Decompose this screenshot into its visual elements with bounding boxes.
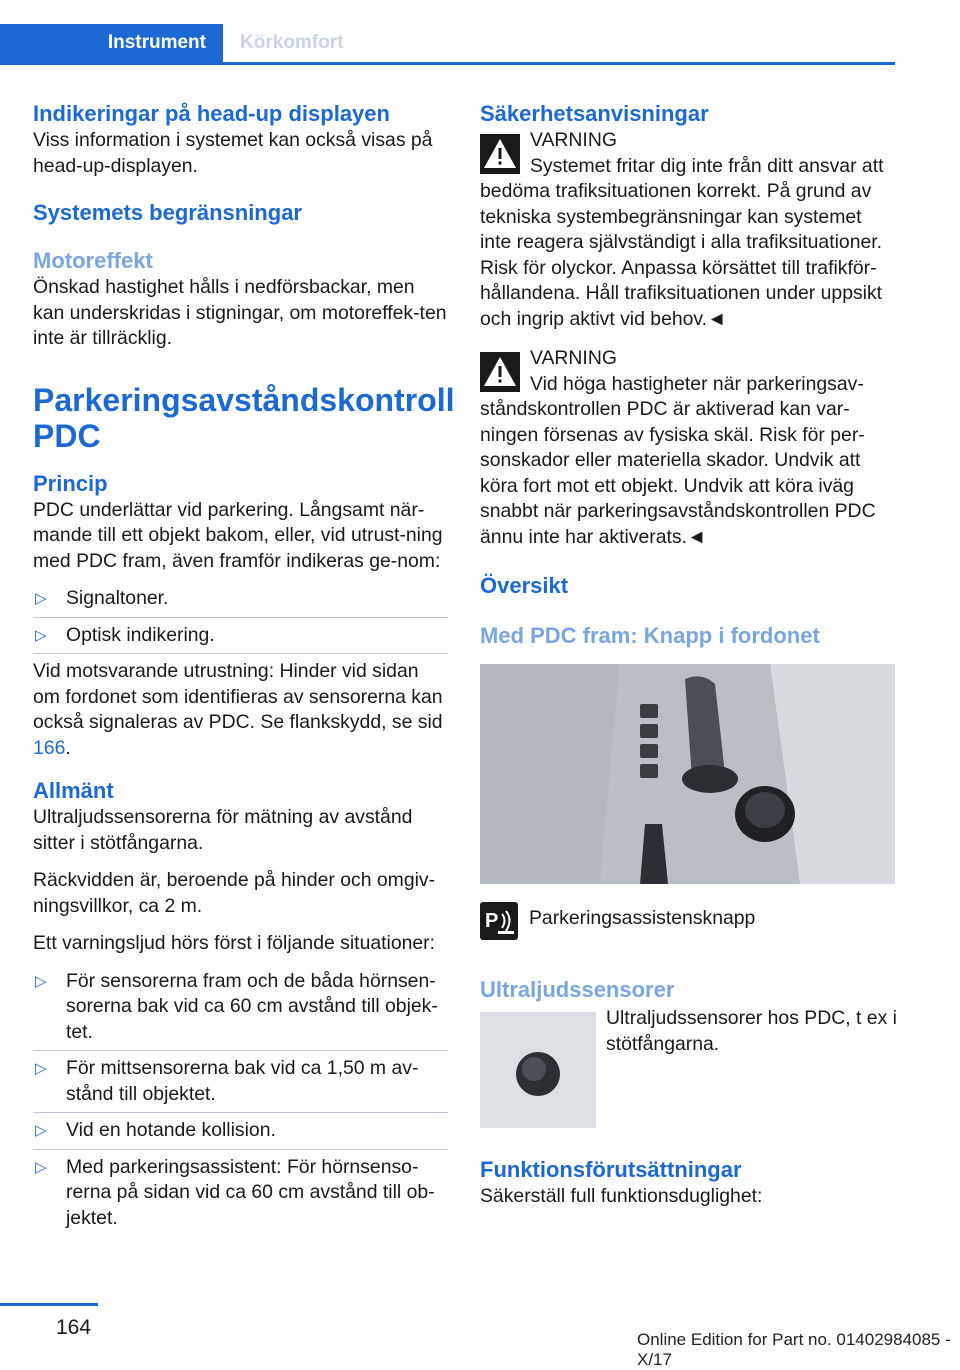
edition-text: Online Edition for Part no. 01402984085 - X/17 [637,1330,951,1369]
sensor-block [480,1007,898,1130]
bullet-optisk: ▷ Optisk indikering. [33,623,448,649]
para-sensors: Ultraljudssensorerna för mätning av avstånd sitter i stötfångarna. [33,806,413,854]
parking-assist-icon [480,902,518,940]
warning-text-2: Vid höga hastigheter när parkeringsav-ståndskontrollen PDC är aktiverad kan var-ningen försenas av fysiska skäl. Risk för per-sonskador eller materiella skador. Undvik att köra fort mot ett objekt. Undvik att köra iväg snabbt när parkeringsavståndskontrollen PDC ännu inte har aktiverats.◄ [480,372,876,548]
para-range: Räckvidden är, beroende på hinder och omgiv-ningsvillkor, ca 2 m. [33,869,436,917]
warning-text-1: Systemet fritar dig inte från ditt ansvar att bedöma trafiksituationen korrekt. På grund av tekniska systembegränsningar kan systemet inte reagera självständigt i alla trafiksituationer. Risk för olyckor. Anpassa körsättet till trafikför-hållandena. Håll trafiksituationen under uppsikt och ingrip aktivt vid behov.◄ [480,154,884,330]
right-column [480,100,898,1222]
heading-motor: Motoreffekt [33,248,153,273]
triangle-bullet-icon: ▷ [35,1060,47,1077]
divider [33,1050,448,1051]
heading-safety: Säkerhetsanvisningar [480,101,709,126]
heading-oversikt: Översikt [480,573,569,598]
triangle-bullet-icon: ▷ [35,626,47,644]
para-warning-sound: Ett varningsljud hörs först i följande situationer: [33,932,436,954]
warning-label: VARNING [530,347,617,369]
heading-princip: Princip [33,470,108,496]
warning-block-2 [480,346,898,550]
heading-sensors: Ultraljudssensorer [480,977,675,1002]
warning-block-1 [480,128,898,332]
divider [33,1149,448,1150]
header-tabbar [0,24,895,65]
para-motor: Önskad hastighet hålls i nedförsbackar, men kan underskridas i stigningar, om motoreffek-ten inte är tillräcklig. [33,276,447,349]
ultrasonic-sensor-photo [480,1012,596,1128]
left-column [33,100,455,1231]
para-hud: Viss information i systemet kan också visas på head-up-displayen. [33,129,433,177]
bullet-item: ▷ För sensorerna fram och de båda hörnsen-sorerna bak vid ca 60 cm avstånd till objek-tet. [35,969,438,1043]
para-flank: Vid motsvarande utrustning: Hinder vid sidan om fordonet som identifieras av sensorerna kan också signaleras av PDC. Se flankskydd, se sid 166. [33,660,443,759]
triangle-bullet-icon: ▷ [35,972,47,990]
page-link-166[interactable]: 166 [33,736,66,759]
heading-allmant: Allmänt [33,778,114,803]
heading-pdc-1: Parkeringsavståndskontroll [33,381,455,418]
bullet-signal: ▷ Signaltoner. [33,586,448,612]
triangle-bullet-icon: ▷ [35,1158,47,1176]
para-princip: PDC underlättar vid parkering. Långsamt när-mande till ett objekt bakom, eller, vid utrust-ning med PDC fram, även framför indikeras ge-nom: [33,498,443,572]
bullet-item: ▷ Vid en hotande kollision. [33,1118,448,1144]
page-number: 164 [56,1316,92,1339]
warning-triangle-icon [480,352,520,392]
warning-label: VARNING [530,129,617,151]
divider [33,617,448,618]
footer-rule [0,1303,98,1306]
center-console-photo [480,664,895,884]
divider [33,653,448,654]
heading-pdc-2: PDC [33,417,101,454]
tab-instrument[interactable]: Instrument [0,24,223,62]
heading-requirements: Funktionsförutsättningar [480,1157,742,1182]
svg-text:P: P [485,910,499,932]
button-legend [480,900,898,940]
triangle-bullet-icon: ▷ [35,590,47,607]
heading-limits: Systemets begränsningar [33,200,302,225]
heading-pdc-button: Med PDC fram: Knapp i fordonet [480,623,820,648]
para-requirements: Säkerställ full funktionsduglighet: [480,1185,763,1207]
sensor-text: Ultraljudssensorer hos PDC, t ex i stötfångarna. [606,1007,897,1055]
bullet-item: ▷ Med parkeringsassistent: För hörnsenso-rerna på sidan vid ca 60 cm avstånd till ob-jektet. [35,1155,435,1229]
warning-triangle-icon [480,134,520,174]
tab-korkomfort[interactable]: Körkomfort [240,32,344,53]
button-caption: Parkeringsassistensknapp [529,907,756,929]
bullet-item: ▷ För mittsensorerna bak vid ca 1,50 m av-stånd till objektet. [35,1057,419,1105]
divider [33,1112,448,1113]
heading-hud: Indikeringar på head-up displayen [33,101,390,126]
triangle-bullet-icon: ▷ [35,1122,47,1139]
